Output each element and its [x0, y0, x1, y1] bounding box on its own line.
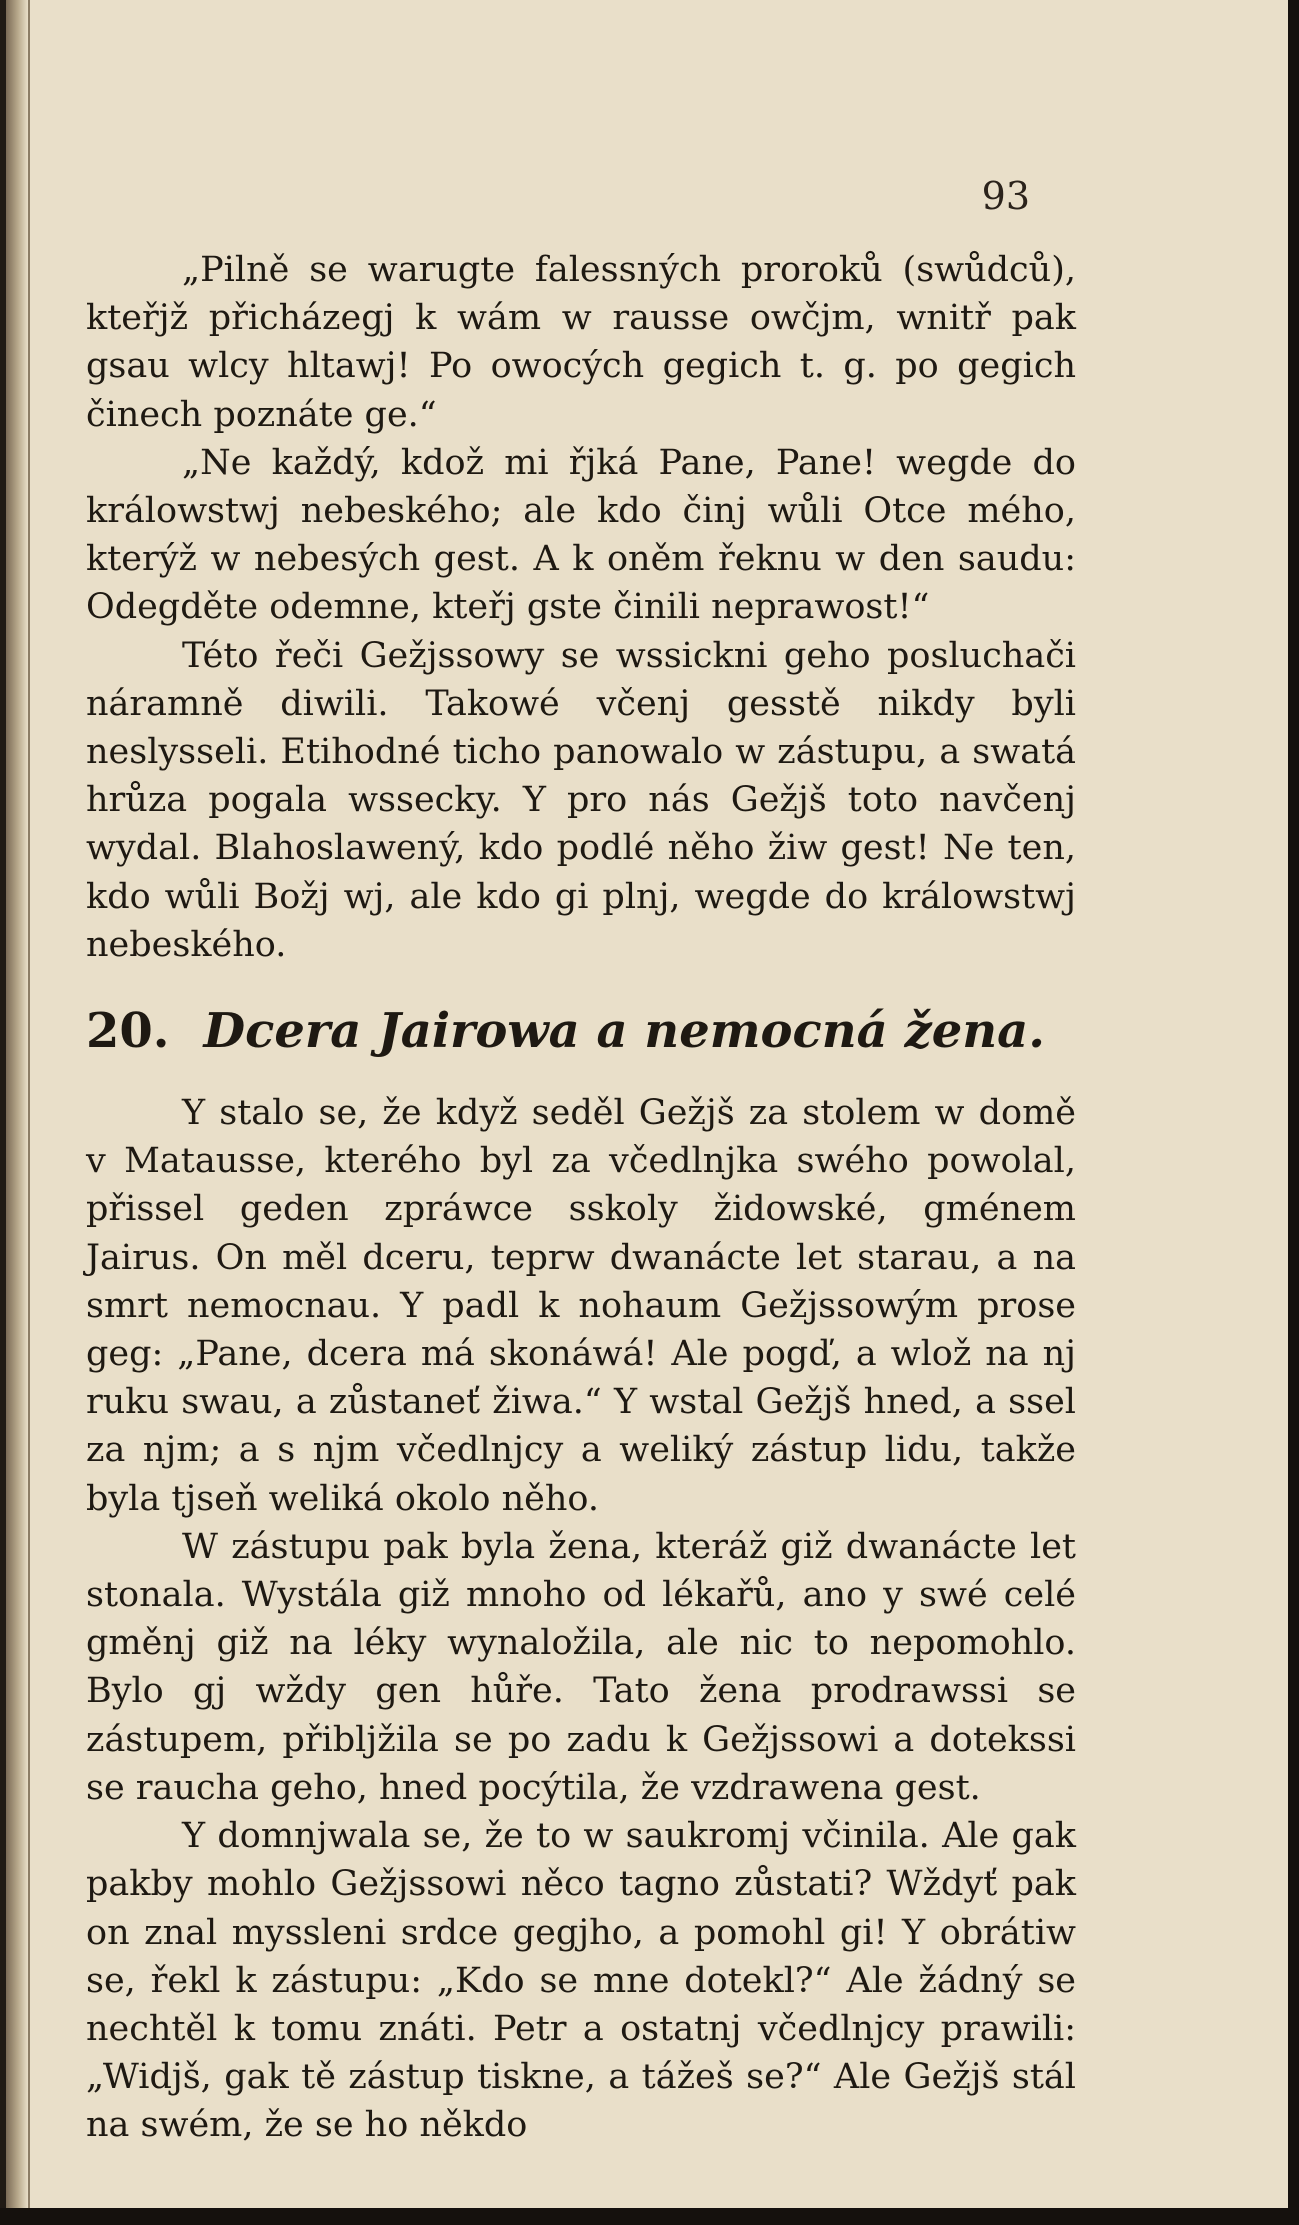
book-page	[6, 0, 1288, 2208]
page-text-block	[86, 246, 1076, 2150]
paragraph-listeners-amazed: Této řeči Gežjssowy se wssickni geho posluchači náramně diwili. Takowé včenj gesstě nikdy byli neslysseli. Etihodné ticho panowalo w zástupu, a swatá hrůza pogala wssecky. Y pro nás Gežjš toto navčenj wydal. Blahoslawený, kdo podlé něho žiw gest! Ne ten, kdo wůli Božj wj, ale kdo gi plnj, wegde do králowstwj nebeského.	[86, 635, 1076, 965]
section-title: Dcera Jairowa a nemocná žena.	[203, 1003, 1045, 1060]
paragraph-jairus: Y stalo se, že když seděl Gežjš za stolem w domě v Matausse, kterého byl za včedlnjka swého powolal, přissel geden zpráwce sskoly židowské, gménem Jairus. On měl dceru, teprw dwanácte let starau, a na smrt nemocnau. Y padl k nohaum Gežjssowým prose geg: „Pane, dcera má skonáwá! Ale pogď, a wlož na nj ruku swau, a zůstaneť žiwa.“ Y wstal Gežjš hned, a ssel za njm; a s njm včedlnjcy a weliký zástup lidu, takže byla tjseň weliká okolo něho.	[86, 1093, 1076, 1519]
paragraph-sick-woman: W zástupu pak byla žena, kteráž giž dwanácte let stonala. Wystála giž mnoho od lékařů, ano y swé celé gměnj giž na léky wynaložila, ale nic to nepomohlo. Bylo gj wždy gen hůře. Tato žena prodrawssi se zástupem, přibljžila se po zadu k Gežjssowi a dotekssi se raucha geho, hned pocýtila, že vzdrawena gest.	[86, 1526, 1076, 1808]
paragraph-lord-lord: „Ne každý, kdož mi řjká Pane, Pane! wegde do králowstwj nebeského; ale kdo činj wůli Otce mého, kterýž w nebesých gest. A k oněm řeknu w den saudu: Odegděte odemne, kteřj gste činili neprawost!“	[86, 442, 1076, 628]
section-number: 20.	[86, 1003, 170, 1060]
scan-border-bottom	[0, 2208, 1299, 2225]
page-binding-edge	[28, 0, 30, 2208]
paragraph-false-prophets: „Pilně se warugte falessných proroků (swůdců), kteřjž přicházegj k wám w rausse owčjm, wnitř pak gsau wlcy hltawj! Po owocých gegich t. g. po gegich činech poznáte ge.“	[86, 250, 1076, 435]
paragraph-who-touched: Y domnjwala se, že to w saukromj včinila. Ale gak pakby mohlo Gežjssowi něco tagno zůstati? Wždyť pak on znal myssleni srdce gegjho, a pomohl gi! Y obrátiw se, řekl k zástupu: „Kdo se mne dotekl?“ Ale žádný se nechtěl k tomu znáti. Petr a ostatnj včedlnjcy prawili: „Widjš, gak tě zástup tiskne, a tážeš se?“ Ale Gežjš stál na swém, že se ho někdo	[86, 1816, 1076, 2146]
page-number: 93	[981, 174, 1030, 218]
scan-border-right	[1288, 0, 1299, 2225]
page-gutter-shadow	[6, 0, 28, 2208]
section-heading	[86, 1001, 1076, 1061]
